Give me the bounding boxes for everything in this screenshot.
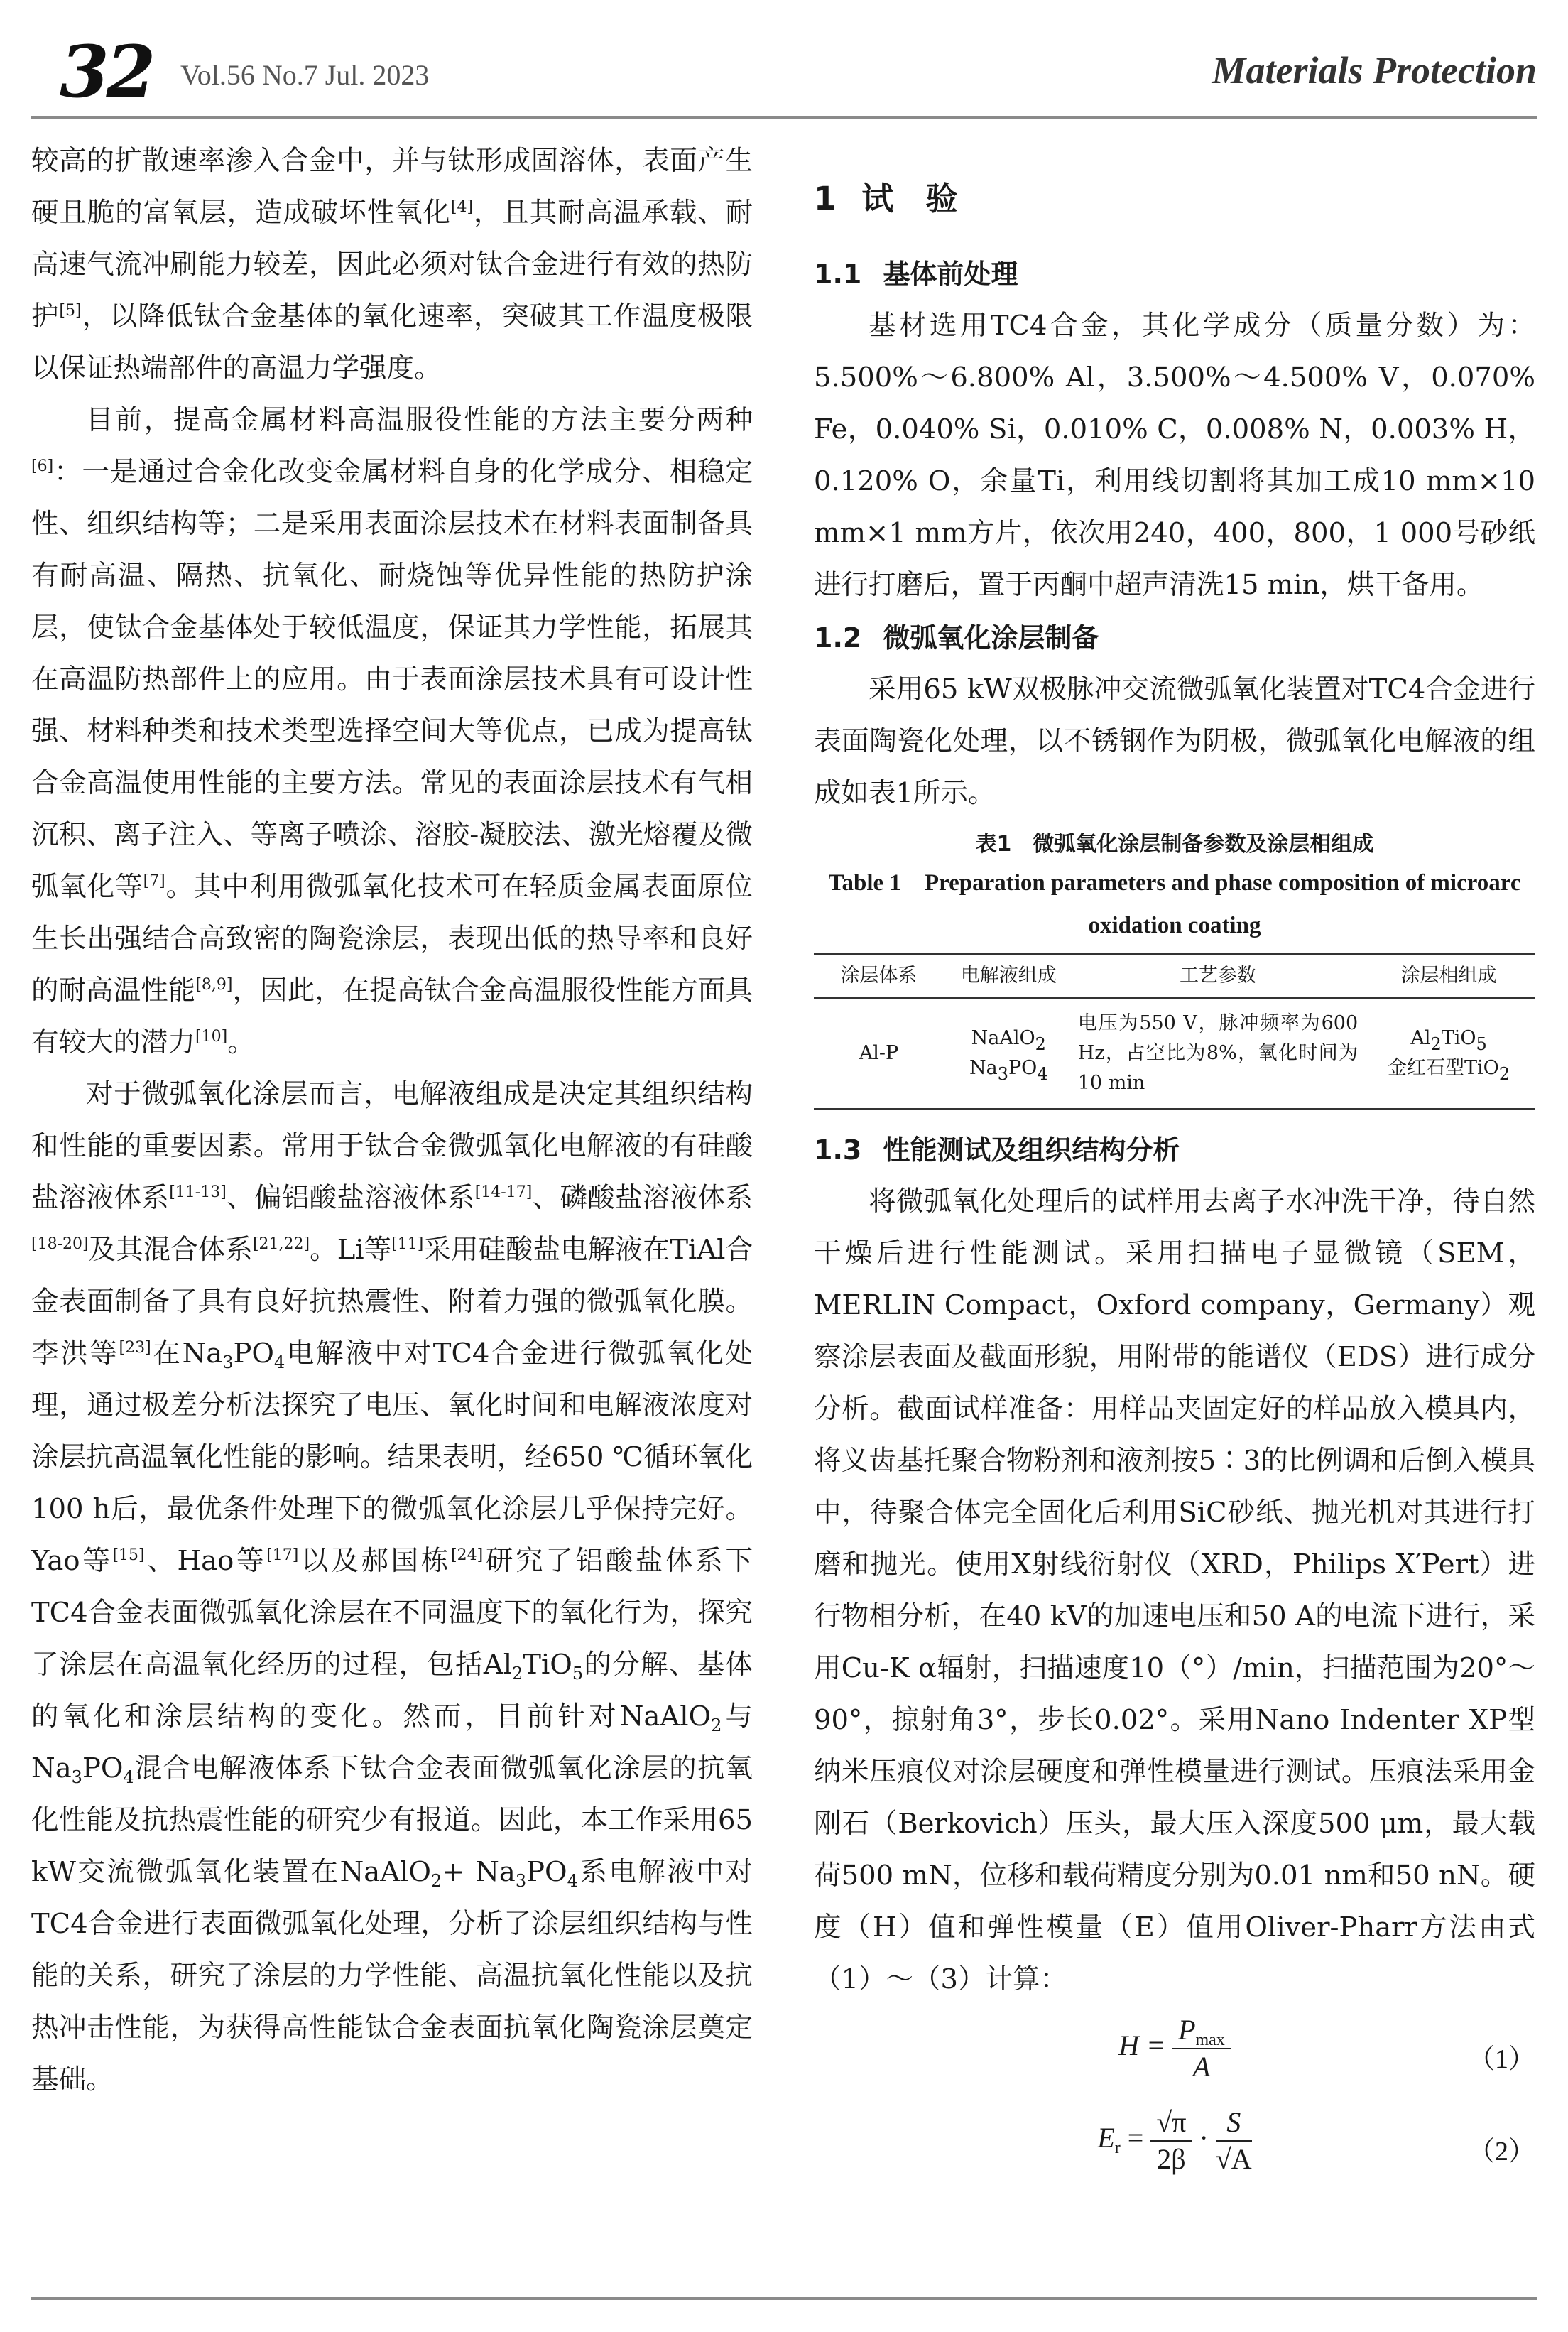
table-header: 涂层体系 bbox=[814, 954, 944, 999]
subsection-heading: 1.3 性能测试及组织结构分析 bbox=[814, 1134, 1180, 1166]
volume-info: Vol.56 No.7 Jul. 2023 bbox=[180, 59, 430, 91]
right-column bbox=[814, 135, 1535, 2190]
table-caption-en: Table 1 Preparation parameters and phase composition of microarc oxidation coating bbox=[828, 870, 1521, 938]
table-row bbox=[814, 998, 1535, 1110]
citation: [6] bbox=[31, 457, 54, 475]
paragraph: 采用65 kW双极脉冲交流微弧氧化装置对TC4合金进行表面陶瓷化处理，以不锈钢作为阴极，微弧氧化电解液的组成如表1所示。 bbox=[814, 673, 1535, 809]
citation: [21,22] bbox=[252, 1235, 310, 1253]
equation-fraction: $\frac{√\pi}{2\beta}$ bbox=[1150, 2105, 1192, 2177]
paragraph: 基材选用TC4合金，其化学成分（质量分数）为：5.500%～6.800% Al，3.500%～4.500% V，0.070% Fe，0.040% Si，0.010% C，0.008% N，0.003% H，0.120% O，余量Ti，利用线切割将其加工成10 mm×10 mm×1 mm方片，依次用240，400，800，1 000号砂纸进行打磨后，置于丙酮中超声清洗15 min，烘干备用。 bbox=[814, 310, 1535, 601]
table-cell: NaAlO$_2$ $Na_3PO_4$ bbox=[944, 998, 1074, 1110]
header-rule bbox=[31, 116, 1537, 119]
equation-fraction: $\frac{S}{√A}$ bbox=[1215, 2106, 1252, 2175]
paragraph: 较高的扩散速率渗入合金中，并与钛形成固溶体，表面产生硬且脆的富氧层，造成破坏性氧化[4]，且其耐高温承载、耐高速气流冲刷能力较差，因此必须对钛合金进行有效的热防护[5]，以降低钛合金基体的氧化速率，突破其工作温度极限以保证热端部件的高温力学强度。 bbox=[31, 145, 753, 384]
equation-lhs: H = bbox=[1118, 2029, 1166, 2062]
citation: [11] bbox=[391, 1235, 424, 1253]
data-table bbox=[814, 953, 1535, 1110]
citation: [8,9] bbox=[195, 976, 233, 994]
citation: [17] bbox=[266, 1546, 299, 1564]
equation-number: （2） bbox=[1467, 2137, 1535, 2166]
table-header: 涂层相组成 bbox=[1362, 954, 1535, 999]
journal-name: Materials Protection bbox=[1212, 49, 1537, 92]
subsection-heading: 1.2 微弧氧化涂层制备 bbox=[814, 622, 1099, 653]
footer-rule bbox=[31, 2297, 1537, 2300]
table-header: 电解液组成 bbox=[944, 954, 1074, 999]
equation-2: $E_r$ = $\frac{√\pi}{2\beta}$ · $\frac{S}{√A}$ （2） bbox=[814, 2105, 1535, 2190]
equation-1 bbox=[814, 2012, 1535, 2098]
citation: [11-13] bbox=[169, 1183, 227, 1201]
citation: [18-20] bbox=[31, 1235, 89, 1253]
equation-number: （1） bbox=[1467, 2044, 1535, 2074]
paragraph: 对于微弧氧化涂层而言，电解液组成是决定其组织结构和性能的重要因素。常用于钛合金微弧氧化电解液的有硅酸盐溶液体系[11-13]、偏铝酸盐溶液体系[14-17]、磷酸盐溶液体系[18-20]及其混合体系[21,22]。Li等[11]采用硅酸盐电解液在TiAl合金表面制备了具有良好抗热震性、附着力强的微弧氧化膜。李洪等[23]在$Na_3PO_4$电解液中对TC4合金进行微弧氧化处理，通过极差分析法探究了电压、氧化时间和电解液浓度对涂层抗高温氧化性能的影响。结果表明，经650 ℃循环氧化100 h后，最优条件处理下的微弧氧化涂层几乎保持完好。Yao等[15]、Hao等[17]以及郝国栋[24]研究了铝酸盐体系下TC4合金表面微弧氧化涂层在不同温度下的氧化行为，探究了涂层在高温氧化经历的过程，包括$Al_2TiO_5$的分解、基体的氧化和涂层结构的变化。然而，目前针对NaAlO$_2$与$Na_3PO_4$混合电解液体系下钛合金表面微弧氧化涂层的抗氧化性能及抗热震性能的研究少有报道。因此，本工作采用65 kW交流微弧氧化装置在NaAlO$_2$+ $Na_3PO_4$系电解液中对TC4合金进行表面微弧氧化处理，分析了涂层组织结构与性能的关系，研究了涂层的力学性能、高温抗氧化性能以及抗热冲击性能，为获得高性能钛合金表面抗氧化陶瓷涂层奠定基础。 bbox=[31, 1078, 753, 2095]
paragraph: 目前，提高金属材料高温服役性能的方法主要分两种[6]：一是通过合金化改变金属材料自身的化学成分、相稳定性、组织结构等；二是采用表面涂层技术在材料表面制备具有耐高温、隔热、抗氧化、耐烧蚀等优异性能的热防护涂层，使钛合金基体处于较低温度，保证其力学性能，拓展其在高温防热部件上的应用。由于表面涂层技术具有可设计性强、材料种类和技术类型选择空间大等优点，已成为提高钛合金高温使用性能的主要方法。常见的表面涂层技术有气相沉积、离子注入、等离子喷涂、溶胶-凝胶法、激光熔覆及微弧氧化等[7]。其中利用微弧氧化技术可在轻质金属表面原位生长出强结合高致密的陶瓷涂层，表现出低的热导率和良好的耐高温性能[8,9]，因此，在提高钛合金高温服役性能方面具有较大的潜力[10]。 bbox=[31, 404, 753, 1058]
citation: [15] bbox=[112, 1546, 145, 1564]
table-caption-zh: 表1 微弧氧化涂层制备参数及涂层相组成 bbox=[975, 832, 1374, 857]
citation: [14-17] bbox=[474, 1183, 533, 1201]
citation: [4] bbox=[450, 198, 474, 216]
citation: [24] bbox=[451, 1546, 484, 1564]
page-number: 32 bbox=[60, 30, 153, 114]
equation-lhs: E bbox=[1097, 2122, 1115, 2154]
table-header: 工艺参数 bbox=[1074, 954, 1362, 999]
table-cell: Al-P bbox=[814, 998, 944, 1110]
section-heading: 1 试 验 bbox=[814, 180, 958, 217]
citation: [10] bbox=[195, 1028, 228, 1046]
citation: [7] bbox=[143, 872, 165, 890]
table-header-row bbox=[814, 954, 1535, 999]
subsection-heading: 1.1 基体前处理 bbox=[814, 259, 1018, 290]
citation: [23] bbox=[119, 1339, 151, 1357]
citation: [5] bbox=[59, 302, 82, 320]
paragraph: 将微弧氧化处理后的试样用去离子水冲洗干净，待自然干燥后进行性能测试。采用扫描电子显微镜（SEM，MERLIN Compact，Oxford company，Germany）观察涂层表面及截面形貌，用附带的能谱仪（EDS）进行成分分析。截面试样准备：用样品夹固定好的样品放入模具内，将义齿基托聚合物粉剂和液剂按5∶3的比例调和后倒入模具中，待聚合体完全固化后利用SiC砂纸、抛光机对其进行打磨和抛光。使用X射线衍射仪（XRD，Philips X′Pert）进行物相分析，在40 kV的加速电压和50 A的电流下进行，采用Cu-K α辐射，扫描速度10（°）/min，扫描范围为20°～90°，掠射角3°，步长0.02°。采用Nano Indenter XP型纳米压痕仪对涂层硬度和弹性模量进行测试。压痕法采用金刚石（Berkovich）压头，最大压入深度500 μm，最大载荷500 mN，位移和载荷精度分别为0.01 nm和50 nN。硬度（H）值和弹性模量（E）值用Oliver-Pharr方法由式（1）～（3）计算： bbox=[814, 1186, 1535, 1995]
equation-fraction: $\frac{P_{max}}{A}$ bbox=[1172, 2012, 1231, 2085]
table-cell: 电压为550 V，脉冲频率为600 Hz，占空比为8%，氧化时间为10 min bbox=[1074, 998, 1362, 1110]
page-header bbox=[31, 30, 1537, 114]
table-cell: $Al_2TiO_5$ 金红石型TiO$_2$ bbox=[1362, 998, 1535, 1110]
left-column bbox=[31, 135, 753, 2105]
